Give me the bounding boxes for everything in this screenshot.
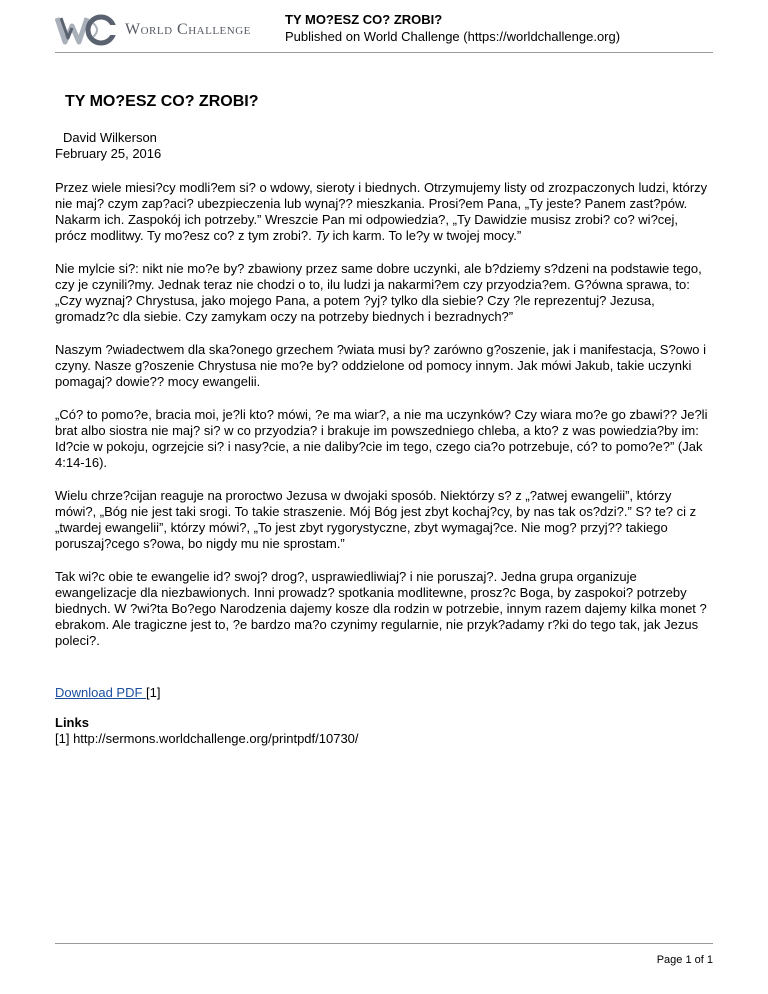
paragraph-1-tail: ich karm. To le?y w twojej mocy.” [328, 228, 522, 243]
published-on: Published on World Challenge (https://worldchallenge.org) [285, 29, 621, 44]
paragraph-1-italic: Ty [315, 228, 329, 243]
article-title: TY MO?ESZ CO? ZROBI? [65, 93, 259, 110]
header-title: TY MO?ESZ CO? ZROBI? [285, 12, 443, 27]
download-row [55, 685, 713, 701]
download-ref: [1] [146, 685, 161, 700]
paragraph-6: Tak wi?c obie te ewangelie id? swoj? drog?, usprawiedliwiaj? i nie poruszaj?. Jedna grupa organizuje ewangelizacje dla niezbawionych. Inni prowadz? spotkania modlitewne, prosz?c Boga, by zaspokoi? potrzeby biednych. W ?wi?ta Bo?ego Narodzenia dajemy kosze dla rodzin w potrzebie, innym razem dajemy kilka monet ?ebrakom. Ale tragiczne jest to, ?e bardzo ma?o czynimy regularnie, nie przyk?adamy r?ki do tego tak, jak Jezus poleci?. [55, 569, 707, 648]
link-reference-1: [1] http://sermons.worldchallenge.org/printpdf/10730/ [55, 731, 359, 746]
paragraph-3: Naszym ?wiadectwem dla ska?onego grzechem ?wiata musi by? zarówno g?oszenie, jak i manifestacja, S?owo i czyny. Nasze g?oszenie Chrystusa nie mo?e by? oddzielone od pomocy innym. Jak mówi Jakub, takie uczynki pomagaj? dowie?? mocy ewangelii. [55, 342, 707, 389]
world-challenge-logo[interactable] [55, 14, 251, 46]
paragraph-2: Nie mylcie si?: nikt nie mo?e by? zbawiony przez same dobre uczynki, ale b?dziemy s?dzeni na podstawie tego, czy je czynili?my. Jednak teraz nie chodzi o to, ilu ludzi ja nakarmi?em czy przyodzia?em. G?ówna sprawa, to: „Czy wyznaj? Chrystusa, jako mojego Pana, a potem ?yj? tylko dla siebie? Czy ?le reprezentuj? Jezusa, gromadz?c dla siebie. Czy zamykam oczy na potrzeby biednych i bezradnych?” [55, 261, 702, 324]
byline [55, 130, 713, 162]
header-divider [55, 52, 713, 53]
paragraph-5: Wielu chrze?cijan reaguje na proroctwo Jezusa w dwojaki sposób. Niektórzy s? z „?atwej ewangelii”, którzy mówi?, „Bóg nie jest taki srogi. To takie straszenie. Mój Bóg jest zbyt kochaj?cy, by nas tak os?dzi?.” S? te? ci z „twardej ewangelii”, którzy mówi?, „To jest zbyt rygorystyczne, zbyt wymagaj?ce. Nie mog? przyj?? takiego poruszaj?cego s?owa, bo nigdy mu nie sprostam.” [55, 488, 697, 551]
paragraph-1-text: Przez wiele miesi?cy modli?em si? o wdowy, sieroty i biednych. Otrzymujemy listy od zrozpaczonych ludzi, którzy nie maj? czym zap?aci? ubezpieczenia lub wynaj?? mieszkania. Prosi?em Pana, „Ty jeste? Panem zast?pów. Nakarm ich. Zaspokój ich potrzeby.” Wreszcie Pan mi odpowiedzia?, „Ty Dawidzie musisz zrobi? co? wi?cej, prócz modlitwy. Ty mo?esz co? z tym zrobi?. [55, 180, 708, 243]
article [55, 92, 713, 747]
download-pdf-link[interactable]: Download PDF [55, 685, 147, 700]
publish-date: February 25, 2016 [55, 146, 162, 161]
logo-wordmark: World Challenge [125, 21, 251, 38]
paragraph-1 [55, 180, 713, 244]
author: David Wilkerson [63, 130, 157, 145]
header-info [285, 12, 713, 46]
links-heading: Links [55, 715, 89, 730]
world-challenge-logo-icon [55, 14, 119, 46]
page-header [55, 12, 713, 50]
footer-divider [55, 943, 713, 944]
page-number: Page 1 of 1 [656, 954, 713, 966]
paragraph-4: „Có? to pomo?e, bracia moi, je?li kto? mówi, ?e ma wiar?, a nie ma uczynków? Czy wiara mo?e go zbawi?? Je?li brat albo siostra nie maj? si? w co przyodzia? i brakuje im powszedniego chleba, a kto? z was powiedzia?by im: Id?cie w pokoju, ogrzejcie si? i nasy?cie, a nie daliby?cie im tego, czego cia?o potrzebuje, có? to pomo?e?” (Jak 4:14-16). [55, 407, 708, 470]
